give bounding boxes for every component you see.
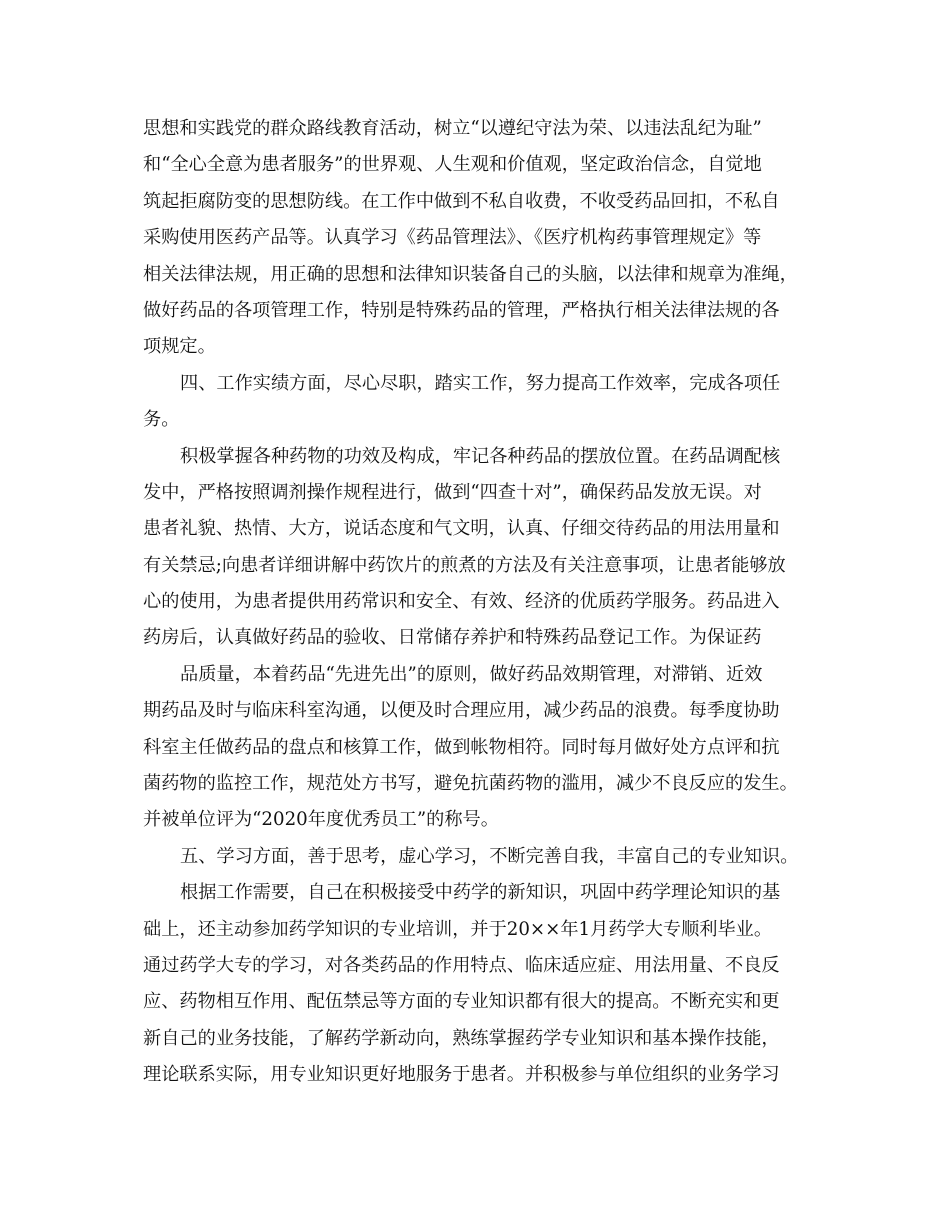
text-line: 五、学习方面，善于思考，虚心学习，不断完善自我，丰富自己的专业知识。: [180, 845, 799, 867]
text-line: 思想和实践党的群众路线教育活动，树立“以遵纪守法为荣、以违法乱纪为耻”: [143, 118, 762, 139]
text-line: 采购使用医药产品等。认真学习《药品管理法》、《医疗机构药事管理规定》等: [143, 227, 762, 249]
text-line: 项规定。: [143, 336, 216, 358]
text-line: 四、工作实绩方面，尽心尽职，踏实工作，努力提高工作效率，完成各项任: [180, 372, 781, 394]
text-line: 务。: [143, 409, 180, 431]
text-line: 科室主任做药品的盘点和核算工作，做到帐物相符。同时每月做好处方点评和抗: [143, 736, 780, 758]
text-line: 并被单位评为“2020年度优秀员工”的称号。: [143, 809, 499, 831]
text-line: 患者礼貌、热情、大方，说话态度和气文明，认真、仔细交待药品的用法用量和: [143, 518, 780, 540]
text-line: 做好药品的各项管理工作，特别是特殊药品的管理，严格执行相关法律法规的各: [143, 299, 780, 321]
text-line: 药房后，认真做好药品的验收、日常储存养护和特殊药品登记工作。为保证药: [143, 627, 762, 649]
text-line: 积极掌握各种药物的功效及构成，牢记各种药品的摆放位置。在药品调配核: [180, 445, 781, 467]
text-line: 有关禁忌;向患者详细讲解中药饮片的煎煮的方法及有关注意事项，让患者能够放: [143, 554, 786, 576]
text-line: 心的使用，为患者提供用药常识和安全、有效、经济的优质药学服务。药品进入: [143, 591, 780, 613]
text-line: 相关法律法规，用正确的思想和法律知识装备自己的头脑，以法律和规章为准绳，: [143, 263, 798, 285]
text-line: 新自己的业务技能，了解药学新动向，熟练掌握药学专业知识和基本操作技能，: [143, 1027, 780, 1049]
section-heading-paragraph: [143, 366, 808, 439]
text-line: 品质量，本着药品“先进先出”的原则，做好药品效期管理，对滞销、近效: [180, 663, 763, 685]
paragraph: [143, 875, 808, 1093]
paragraph: [143, 439, 808, 657]
text-line: 和“全心全意为患者服务”的世界观、人生观和价值观，坚定政治信念，自觉地: [143, 154, 762, 176]
paragraph: [143, 111, 808, 366]
text-line: 通过药学大专的学习，对各类药品的作用特点、临床适应症、用法用量、不良反: [143, 954, 780, 976]
text-line: 期药品及时与临床科室沟通，以便及时合理应用，减少药品的浪费。每季度协助: [143, 700, 780, 722]
text-line: 础上，还主动参加药学知识的专业培训，并于20××年1月药学大专顺利毕业。: [143, 918, 773, 940]
document-body: [143, 111, 808, 1094]
text-line: 筑起拒腐防变的思想防线。在工作中做到不私自收费，不收受药品回扣，不私自: [143, 190, 780, 212]
text-line: 理论联系实际，用专业知识更好地服务于患者。并积极参与单位组织的业务学习: [143, 1064, 780, 1086]
text-line: 应、药物相互作用、配伍禁忌等方面的专业知识都有很大的提高。不断充实和更: [143, 991, 780, 1013]
section-heading-paragraph: [143, 839, 808, 875]
paragraph: [143, 657, 808, 839]
text-line: 菌药物的监控工作，规范处方书写，避免抗菌药物的滥用，减少不良反应的发生。: [143, 773, 798, 795]
text-line: 发中，严格按照调剂操作规程进行，做到“四查十对”，确保药品发放无误。对: [143, 481, 762, 503]
text-line: 根据工作需要，自己在积极接受中药学的新知识，巩固中药学理论知识的基: [180, 882, 781, 904]
